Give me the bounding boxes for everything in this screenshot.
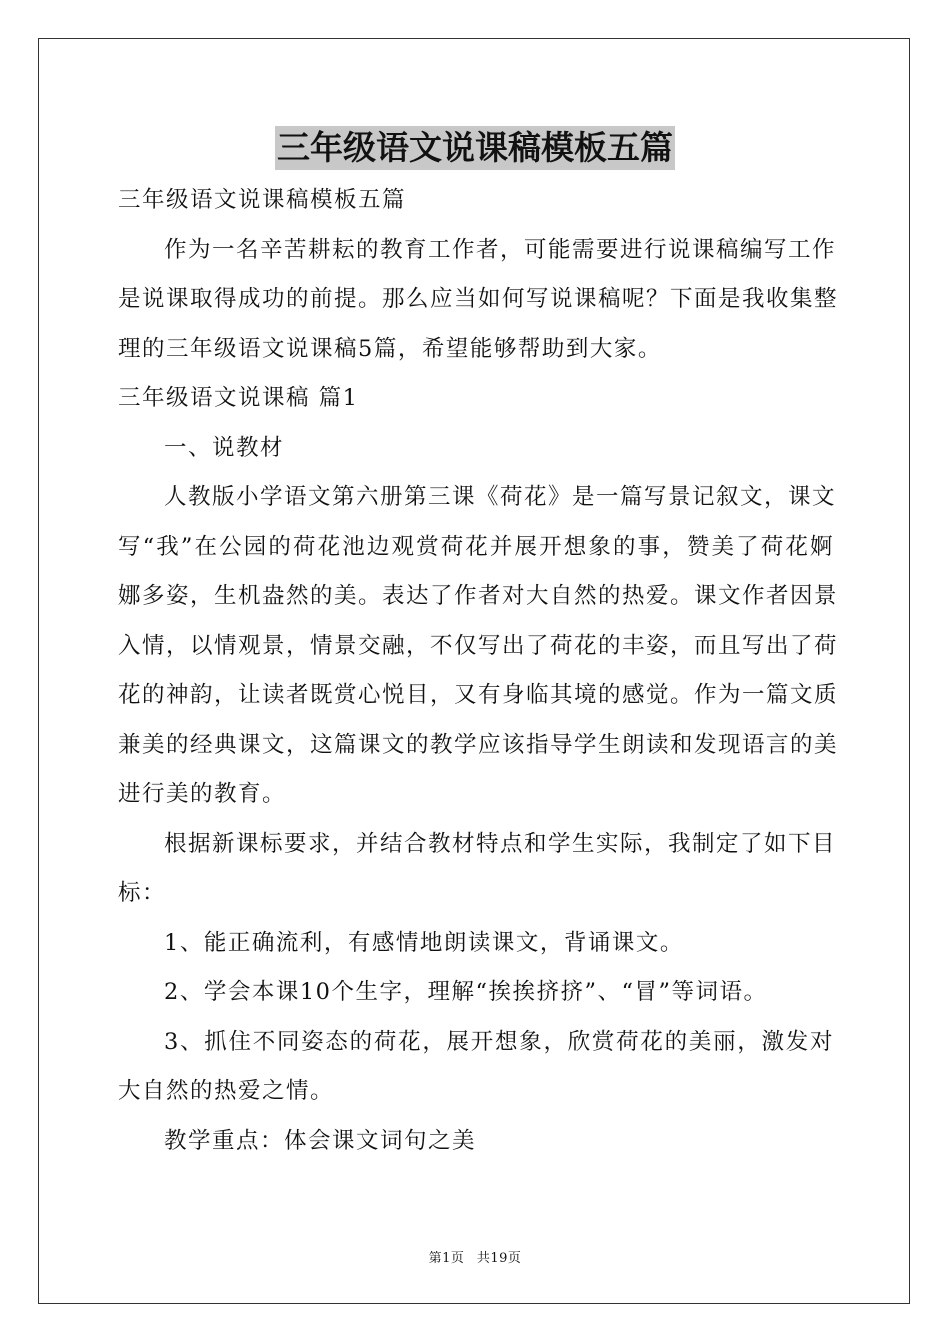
page-number: 第1页 <box>428 1251 465 1266</box>
page-footer <box>0 1250 950 1268</box>
page-total: 共19页 <box>476 1251 522 1266</box>
paragraph-line: 教学重点：体会课文词句之美 <box>164 1127 477 1154</box>
paragraph-line: 写“我”在公园的荷花池边观赏荷花并展开想象的事，赞美了荷花婀 <box>118 533 834 560</box>
list-item: 大自然的热爱之情。 <box>118 1078 335 1104</box>
paragraph-line: 兼美的经典课文，这篇课文的教学应该指导学生朗读和发现语言的美 <box>118 731 839 758</box>
subtitle-line: 三年级语文说课稿模板五篇 <box>118 187 407 213</box>
document-title: 三年级语文说课稿模板五篇 <box>275 126 675 170</box>
document-body <box>118 176 839 1166</box>
paragraph-line: 理的三年级语文说课稿5篇，希望能够帮助到大家。 <box>118 335 662 362</box>
paragraph-line: 人教版小学语文第六册第三课《荷花》是一篇写景记叙文，课文 <box>164 484 837 510</box>
paragraph-line: 入情，以情观景，情景交融，不仅写出了荷花的丰姿，而且写出了荷 <box>118 632 839 659</box>
paragraph-line: 标： <box>118 880 167 906</box>
list-item: 1、能正确流利，有感情地朗读课文，背诵课文。 <box>164 929 684 956</box>
title-container <box>0 126 950 170</box>
paragraph-line: 作为一名辛苦耕耘的教育工作者，可能需要进行说课稿编写工作 <box>164 236 837 263</box>
list-item: 3、抓住不同姿态的荷花，展开想象，欣赏荷花的美丽，激发对 <box>164 1028 834 1055</box>
paragraph-line: 是说课取得成功的前提。那么应当如何写说课稿呢？下面是我收集整 <box>118 286 839 312</box>
paragraph-line: 根据新课标要求，并结合教材特点和学生实际，我制定了如下目 <box>164 830 837 857</box>
section-heading: 三年级语文说课稿 篇1 <box>118 385 359 411</box>
list-item: 2、学会本课10个生字，理解“挨挨挤挤”、“冒”等词语。 <box>164 979 768 1005</box>
paragraph-line: 花的神韵，让读者既赏心悦目，又有身临其境的感觉。作为一篇文质 <box>118 682 839 708</box>
paragraph-line: 娜多姿，生机盎然的美。表达了作者对大自然的热爱。课文作者因景 <box>118 583 839 609</box>
paragraph-line: 进行美的教育。 <box>118 781 287 807</box>
subsection-heading: 一、说教材 <box>164 434 285 461</box>
